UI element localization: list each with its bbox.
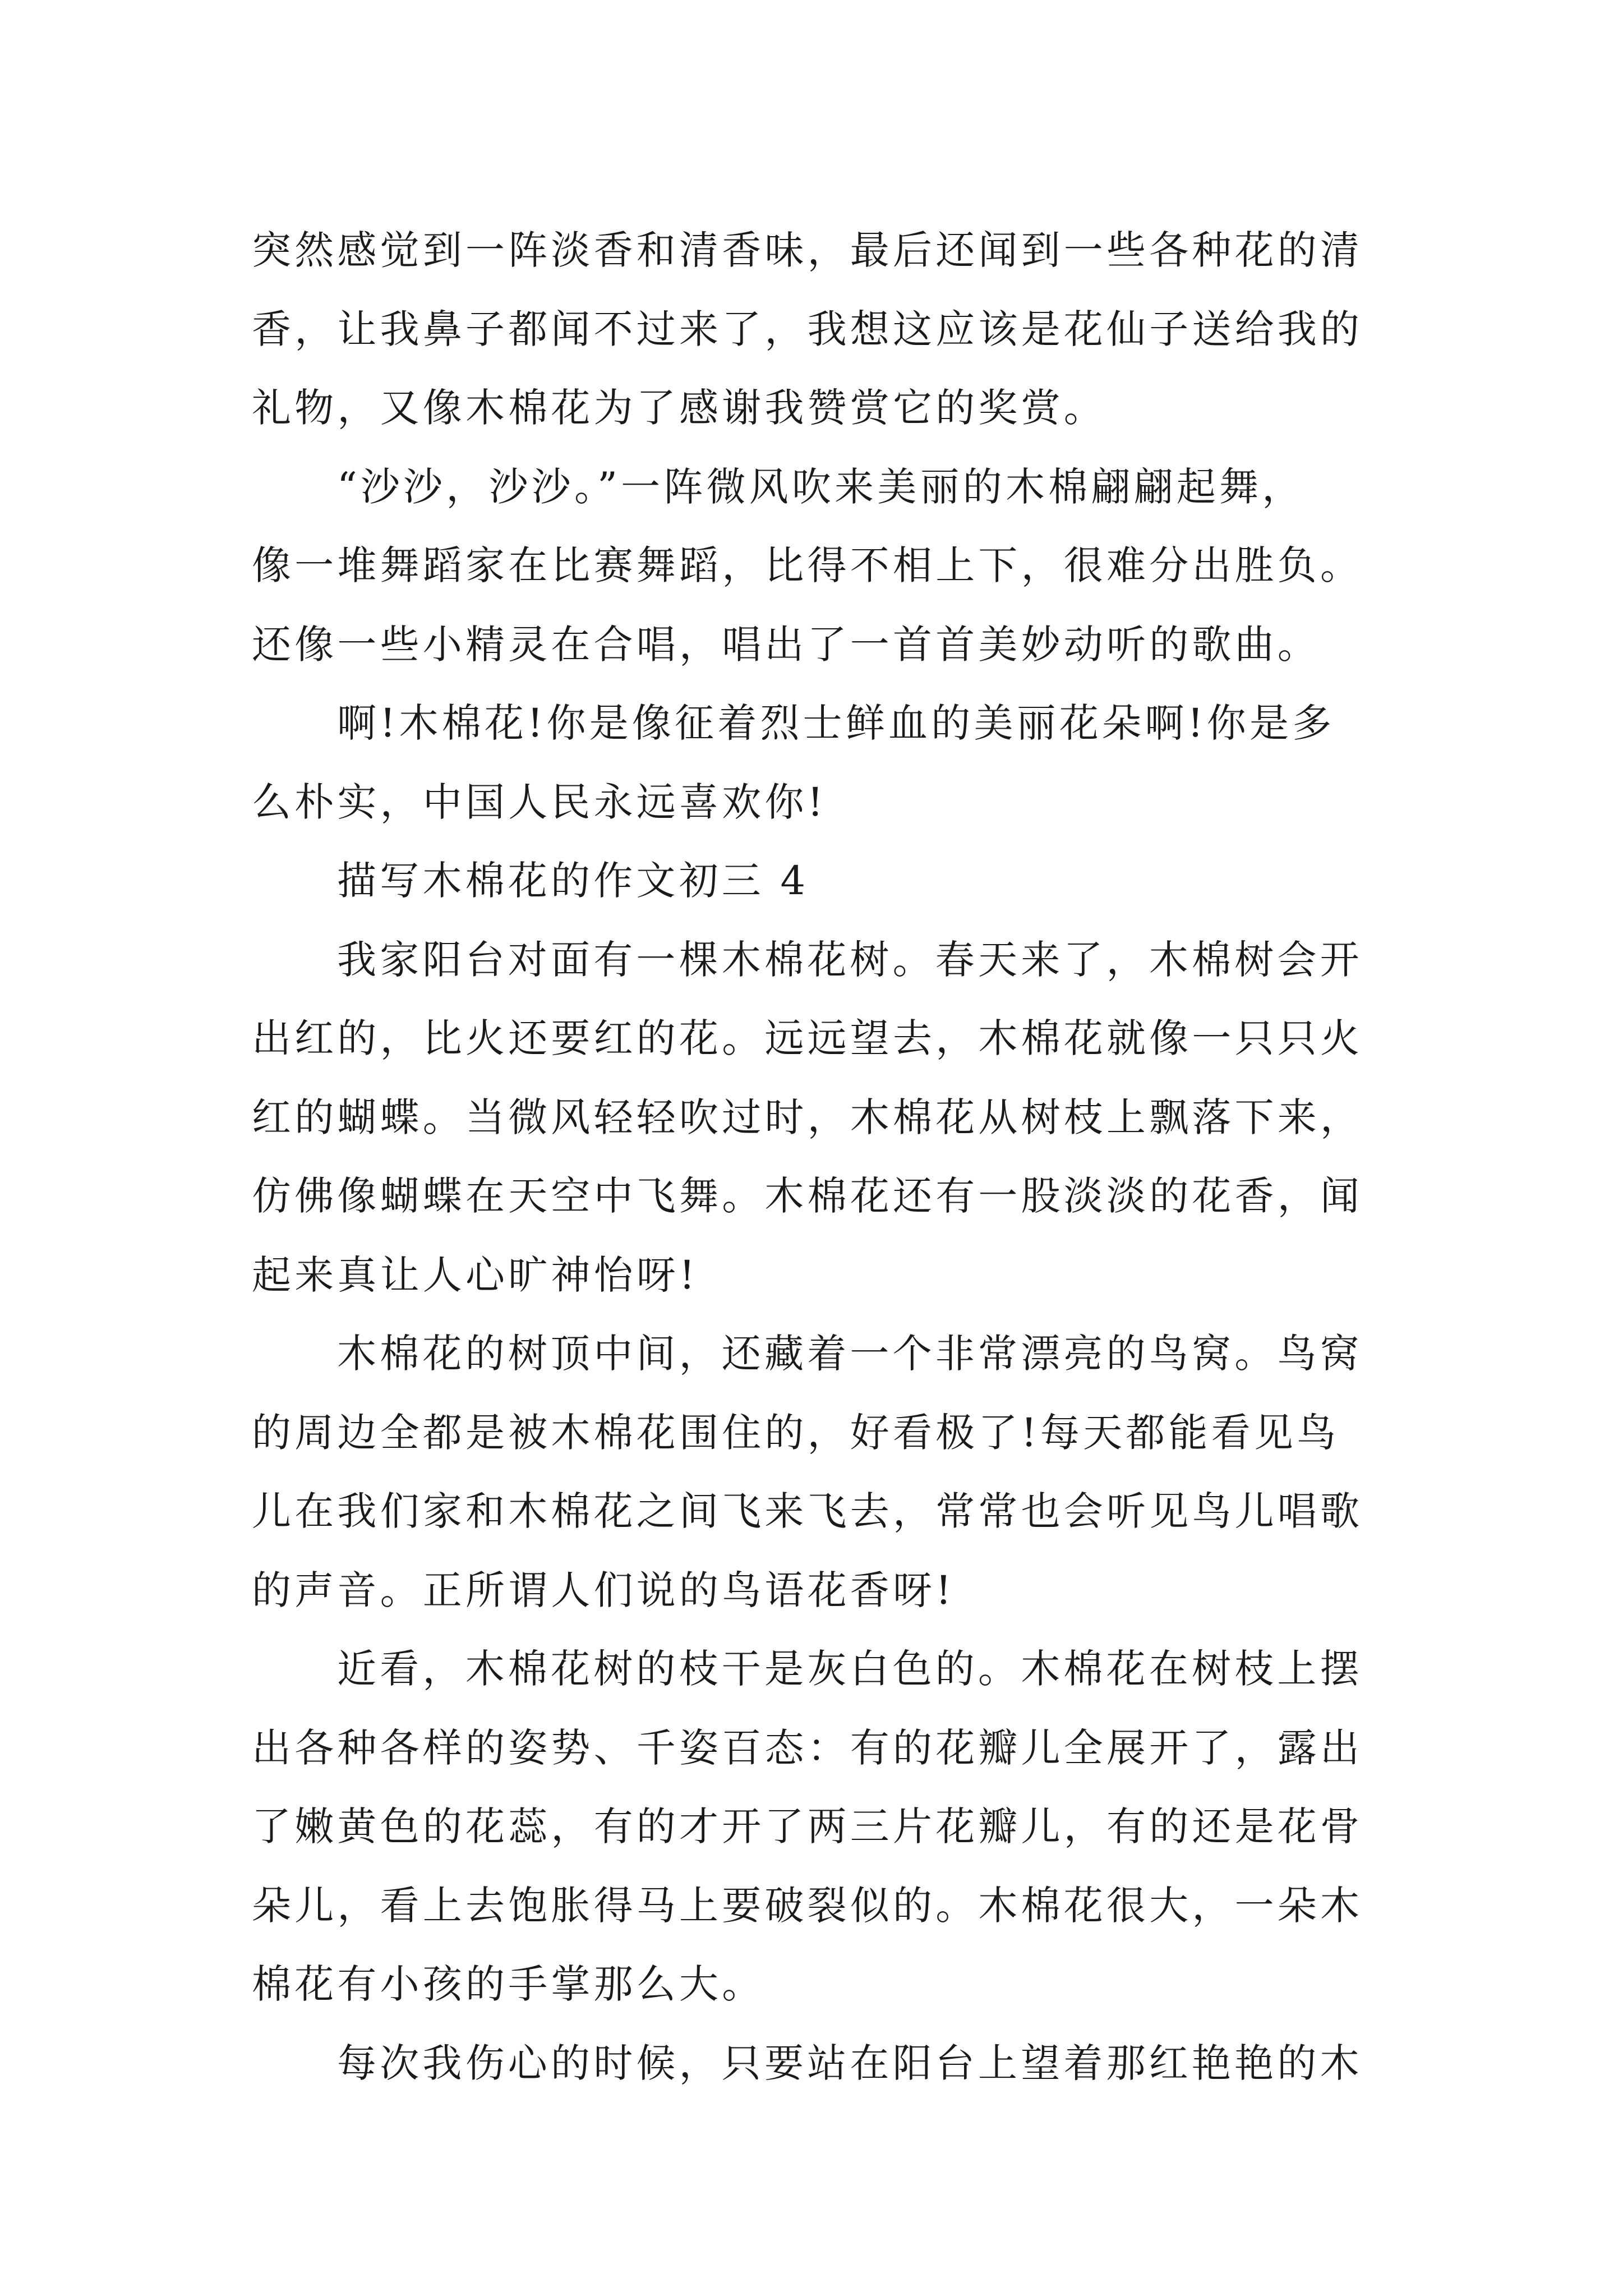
text-line: 么朴实，中国人民永远喜欢你! bbox=[252, 779, 827, 825]
text-line: 了嫩黄色的花蕊，有的才开了两三片花瓣儿，有的还是花骨 bbox=[252, 1803, 1363, 1849]
text-line: 香，让我鼻子都闻不过来了，我想这应该是花仙子送给我的 bbox=[252, 306, 1363, 352]
text-line: 我家阳台对面有一棵木棉花树。春天来了，木棉树会开 bbox=[337, 936, 1363, 983]
text-line: 仿佛像蝴蝶在天空中飞舞。木棉花还有一股淡淡的花香，闻 bbox=[252, 1173, 1363, 1219]
document-page bbox=[252, 211, 1379, 2102]
text-line: 儿在我们家和木棉花之间飞来飞去，常常也会听见鸟儿唱歌 bbox=[252, 1488, 1363, 1534]
text-line: 木棉花的树顶中间，还藏着一个非常漂亮的鸟窝。鸟窝 bbox=[337, 1331, 1363, 1377]
text-line: 朵儿，看上去饱胀得马上要破裂似的。木棉花很大，一朵木 bbox=[252, 1882, 1363, 1929]
text-line: 礼物，又像木棉花为了感谢我赞赏它的奖赏。 bbox=[252, 385, 1106, 431]
text-line: 近看，木棉花树的枝干是灰白色的。木棉花在树枝上摆 bbox=[337, 1646, 1363, 1692]
text-line: 每次我伤心的时候，只要站在阳台上望着那红艳艳的木 bbox=[337, 2040, 1363, 2086]
text-line: “沙沙，沙沙。”一阵微风吹来美丽的木棉翩翩起舞， bbox=[337, 463, 1305, 510]
text-line: 出各种各样的姿势、千姿百态：有的花瓣儿全展开了，露出 bbox=[252, 1724, 1363, 1771]
text-line: 的声音。正所谓人们说的鸟语花香呀! bbox=[252, 1567, 955, 1613]
text-line: 起来真让人心旷神怡呀! bbox=[252, 1251, 699, 1298]
text-line: 红的蝴蝶。当微风轻轻吹过时，木棉花从树枝上飘落下来， bbox=[252, 1094, 1363, 1140]
text-line: 像一堆舞蹈家在比赛舞蹈，比得不相上下，很难分出胜负。 bbox=[252, 542, 1363, 588]
text-line: 啊!木棉花!你是像征着烈士鲜血的美丽花朵啊!你是多 bbox=[337, 700, 1335, 746]
text-line: 的周边全都是被木棉花围住的，好看极了!每天都能看见鸟 bbox=[252, 1409, 1340, 1456]
section-title: 描写木棉花的作文初三 4 bbox=[337, 858, 809, 904]
text-line: 突然感觉到一阵淡香和清香味，最后还闻到一些各种花的清 bbox=[252, 227, 1363, 273]
text-line: 还像一些小精灵在合唱，唱出了一首首美妙动听的歌曲。 bbox=[252, 621, 1320, 668]
text-line: 出红的，比火还要红的花。远远望去，木棉花就像一只只火 bbox=[252, 1015, 1363, 1061]
text-line: 棉花有小孩的手掌那么大。 bbox=[252, 1961, 765, 2007]
